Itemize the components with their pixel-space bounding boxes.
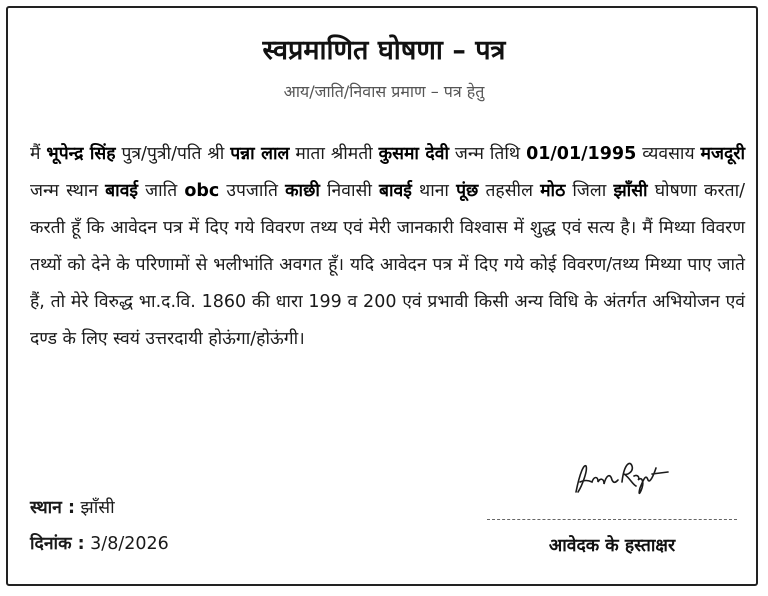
body-text: जिला xyxy=(565,181,614,201)
date-of-birth: 01/01/1995 xyxy=(526,144,637,164)
date-label: दिनांक : xyxy=(30,534,85,554)
subcaste: काछी xyxy=(285,181,320,201)
document-title: स्वप्रमाणित घोषणा – पत्र xyxy=(262,35,506,66)
body-text: जन्म तिथि xyxy=(448,144,527,164)
body-text: जाति xyxy=(138,181,185,201)
body-text: उपजाति xyxy=(219,181,286,201)
body-text: निवासी xyxy=(319,181,380,201)
occupation: मजदूरी xyxy=(700,144,745,164)
birth-place: बावई xyxy=(105,181,139,201)
signature-caption: आवेदक के हस्ताक्षर xyxy=(548,536,676,556)
body-text: जन्म स्थान xyxy=(30,181,106,201)
signature-line xyxy=(487,519,737,520)
residence: बावई xyxy=(379,181,412,201)
mother-name: कुसमा देवी xyxy=(378,144,449,164)
document-subtitle: आय/जाति/निवास प्रमाण – पत्र हेतु xyxy=(283,82,485,101)
declaration-paragraph xyxy=(30,136,745,358)
body-text: थाना xyxy=(411,181,457,201)
place-value: झाँसी xyxy=(74,498,115,518)
body-text: व्यवसाय xyxy=(636,144,701,164)
body-text: मैं xyxy=(30,144,47,164)
body-text: माता श्रीमती xyxy=(289,144,379,164)
caste: obc xyxy=(184,181,220,201)
applicant-name: भूपेन्द्र सिंह xyxy=(46,144,116,164)
date-field xyxy=(30,531,169,555)
body-text: पुत्र/पुत्री/पति श्री xyxy=(115,144,231,164)
applicant-signature xyxy=(568,452,678,502)
place-label: स्थान : xyxy=(30,498,75,518)
police-station: पूंछ xyxy=(456,181,479,201)
father-name: पन्ना लाल xyxy=(230,144,290,164)
place-field xyxy=(30,495,115,519)
date-value: 3/8/2026 xyxy=(84,534,169,554)
body-text: घोषणा करता/करती हूँ कि आवेदन पत्र में दिए गये विवरण तथ्य एवं मेरी जानकारी विश्वास में शुद्ध एवं सत्य है। मैं मिथ्या विवरण तथ्यों को देने के परिणामों से भलीभांति अवगत हूँ। यदि आवेदन पत्र में दिए गये कोई विवरण/तथ्य मिथ्या पाए जाते हैं, तो मेरे विरुद्ध भा.द.वि. 1860 की धारा 199 व 200 एवं प्रभावी किसी अन्य विधि के अंतर्गत अभियोजन एवं दण्ड के लिए स्वयं उत्तरदायी होऊंगा/होऊंगी। xyxy=(30,181,746,349)
district: झाँसी xyxy=(613,181,648,201)
body-text: तहसील xyxy=(478,181,541,201)
tehsil: मोठ xyxy=(540,181,566,201)
